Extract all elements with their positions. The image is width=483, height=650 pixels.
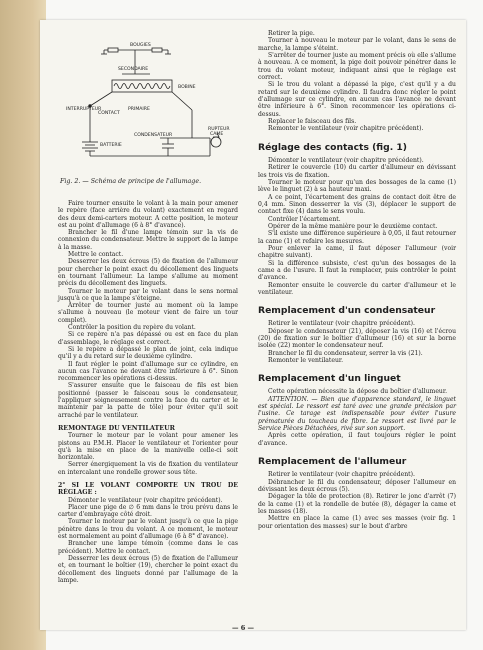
- page-number: — 6 —: [232, 624, 255, 632]
- paragraph: Faire tourner ensuite le volant à la main pour amener le repère (face arrière du volant) exactement en regard des deux demi-carters moteur. A cette position, le moteur est au point d'allumage (6 à 8° d'avance).: [58, 200, 238, 229]
- paragraph: Brancher une lampe témoin (comme dans le cas précédent). Mettre le contact.: [58, 540, 238, 555]
- paragraph: Brancher le fil du condensateur, serrer la vis (21).: [268, 349, 423, 357]
- paragraph: Déposer le condensateur (21), déposer la vis (16) et l'écrou (20) de fixation sur le boîtier d'allumeur (16) et sur la borne isolée (22) monter le condensateur neuf.: [258, 327, 456, 350]
- heading-remplacement-condensateur: Remplacement d'un condensateur: [258, 305, 436, 317]
- heading-remontage: REMONTAGE DU VENTILATEUR: [58, 423, 175, 432]
- paragraph: Placer une pige de ∅ 6 mm dans le trou prévu dans le carter d'embrayage côté droit.: [58, 503, 238, 519]
- label-bobine: BOBINE: [178, 85, 196, 90]
- paragraph: Contrôler l'écartement.: [268, 215, 341, 223]
- paragraph: Débrancher le fil du condensateur, déposer l'allumeur en dévissant les deux écrous (5).: [258, 478, 456, 493]
- spark-plugs: [101, 48, 171, 54]
- figure-caption: Fig. 2. — Schéma de principe de l'allumage.: [60, 178, 202, 185]
- label-rupteur: RUPTEUR: [208, 127, 230, 132]
- paragraph: Brancher le fil d'une lampe témoin sur la vis de connexion du condensateur. Mettre le support de la lampe à la masse.: [58, 229, 238, 251]
- label-bougies: BOUGIES: [130, 43, 151, 48]
- heading-remplacement-allumeur: Remplacement de l'allumeur: [258, 456, 407, 468]
- paragraph: Si ce repère n'a pas dépassé ou est en face du plan d'assemblage, le réglage est correct.: [58, 331, 238, 346]
- label-interrupteur: INTERRUPTEUR: [66, 107, 102, 112]
- paragraph: Desserrer les deux écrous (5) de fixation de l'allumeur pour chercher le point exact du décollement des linguets en tournant l'allumeur. La lampe s'allume au moment précis du décollement des linguets.: [58, 258, 238, 288]
- paragraph: Après cette opération, il faut toujours régler le point d'avance.: [258, 432, 456, 447]
- paragraph: S'arrêter de tourner juste au moment précis où elle s'allume à nouveau. A ce moment, la pige doit pouvoir pénétrer dans le trou du volant moteur, indiquant ainsi que le réglage est correct.: [258, 52, 456, 82]
- coil: [112, 80, 172, 92]
- label-contact: CONTACT: [98, 111, 120, 116]
- paragraph: Replacer le faisceau des fils.: [268, 118, 357, 126]
- paragraph: Mettre le contact.: [68, 251, 124, 259]
- label-primaire: PRIMAIRE: [128, 107, 150, 112]
- paragraph: S'assurer ensuite que le faisceau de fils est bien positionné (passer le faisceau sous le condensateur, l'appliquer soigneusement contre la face du carter et le maintenir par la patte de tôle) pour éviter qu'il soit arraché par le ventilateur.: [58, 382, 238, 419]
- paragraph: Serrer énergiquement la vis de fixation du ventilateur en intercalant une rondelle grower sous tête.: [58, 461, 238, 476]
- attention-note: ATTENTION. — Bien que d'apparence standard, le linguet est spécial. Le ressort est taré avec une grande précision par l'usine. Ce tarage est indispensable pour éviter l'usure prématurée du toucheau de fibre. Le ressort est livré par le Service Pièces Détachées, rivé sur son support.: [258, 395, 456, 433]
- label-batterie: BATTERIE: [100, 143, 122, 148]
- paragraph: Il faut régler le point d'allumage sur ce cylindre, en aucun cas l'avance ne devant être inférieure à 6°. Sinon recommencer les opérations ci-dessus.: [58, 360, 238, 383]
- left-column: [58, 200, 238, 584]
- paragraph: Tourner le moteur pour qu'un des bossages de la came (1) lève le linguet (2) à sa hauteur maxi.: [258, 178, 456, 194]
- paragraph: S'il existe une différence supérieure à 0,05, il faut retourner la came (1) et refaire les mesures.: [258, 230, 456, 245]
- heading-reglage-contacts: Réglage des contacts (fig. 1): [258, 141, 407, 153]
- paragraph: Contrôler la position du repère du volant.: [68, 324, 196, 332]
- paragraph: Si la différence subsiste, c'est qu'un des bossages de la came a de l'usure. Il faut la remplacer, puis contrôler le point d'avance.: [258, 259, 456, 282]
- paragraph: Démonter le ventilateur (voir chapitre précédent).: [68, 496, 223, 504]
- label-secondaire: SECONDAIRE: [118, 67, 149, 72]
- paragraph: Retirer le ventilateur (voir chapitre précédent).: [268, 320, 415, 328]
- heading-remplacement-linguet: Remplacement d'un linguet: [258, 373, 401, 385]
- right-column: [258, 30, 456, 530]
- paragraph: Remonter le ventilateur (voir chapitre précédent).: [268, 125, 424, 133]
- paragraph: Retirer la pige.: [268, 30, 315, 37]
- paragraph: Cette opération nécessite la dépose du boîtier d'allumeur.: [268, 388, 448, 396]
- paragraph: Tourner le moteur par le volant jusqu'à ce que la pige pénètre dans le trou du volant. A ce moment, le moteur est normalement au point d'allumage (6 à 8° d'avance).: [58, 518, 238, 541]
- ignition-schematic: [60, 38, 236, 166]
- paragraph: Retirer le ventilateur (voir chapitre précédent).: [268, 471, 415, 479]
- paragraph: Retirer le couvercle (10) du carter d'allumeur en dévissant les trois vis de fixation.: [258, 164, 456, 179]
- paragraph: Opérer de la même manière pour le deuxième contact.: [268, 222, 438, 230]
- paragraph: Si le repère a dépassé le plan de joint, cela indique qu'il y a du retard sur le deuxième cylindre.: [58, 345, 238, 361]
- paragraph: Tourner le moteur par le volant dans le sens normal jusqu'à ce que la lampe s'éteigne.: [58, 287, 238, 302]
- paragraph: Remonter le ventilateur.: [268, 357, 344, 365]
- paragraph: Mettre en place la came (1) avec ses masses (voir fig. 1 pour orientation des masses) sur le bout d'arbre: [258, 515, 456, 530]
- paragraph: Si le trou du volant a dépassé la pige, c'est qu'il y a du retard sur le deuxième cylindre. Il faudra donc régler le point d'allumage sur ce cylindre, en aucun cas l'avance ne devant être inférieure à 6°. Sinon recommencer les opérations ci-dessus.: [258, 81, 456, 118]
- subheading-trou-reglage: 2° SI LE VOLANT COMPORTE UN TROU DE RÉGLAGE :: [58, 481, 238, 497]
- paragraph: Arrêter de tourner juste au moment où la lampe s'allume à nouveau (le moteur vient de faire un tour complet).: [58, 302, 238, 324]
- paragraph: Dégager la tôle de protection (8). Retirer le jonc d'arrêt (7) de la came (1) et la rondelle de butée (8), dégager la came et les masses (18).: [258, 493, 456, 515]
- label-came: CAME: [210, 132, 224, 137]
- paragraph: Remonter ensuite le couvercle du carter d'allumeur et le ventilateur.: [258, 281, 456, 296]
- paragraph: Pour enlever la came, il faut déposer l'allumeur (voir chapitre suivant).: [258, 244, 456, 260]
- paragraph: A ce point, l'écartement des grains de contact doit être de 0,4 mm. Sinon desserrer la vis (3), déplacer le support de contact fixe (4) dans le sens voulu.: [258, 193, 456, 216]
- paragraph: Tourner le moteur par le volant pour amener les pistons au P.M.H. Placer le ventilateur et l'orienter pour qu'à la mise en place de la manivelle celle-ci soit horizontale.: [58, 432, 238, 462]
- label-condensateur: CONDENSATEUR: [134, 133, 173, 138]
- paragraph: Démonter le ventilateur (voir chapitre précédent).: [268, 156, 424, 164]
- paragraph: Tourner à nouveau le moteur par le volant, dans le sens de marche, la lampe s'éteint.: [258, 37, 456, 52]
- paragraph: Desserrer les deux écrous (5) de fixation de l'allumeur et, en tournant le boîtier (19), chercher le point exact du décollement des linguets donné par l'allumage de la lampe.: [58, 554, 238, 584]
